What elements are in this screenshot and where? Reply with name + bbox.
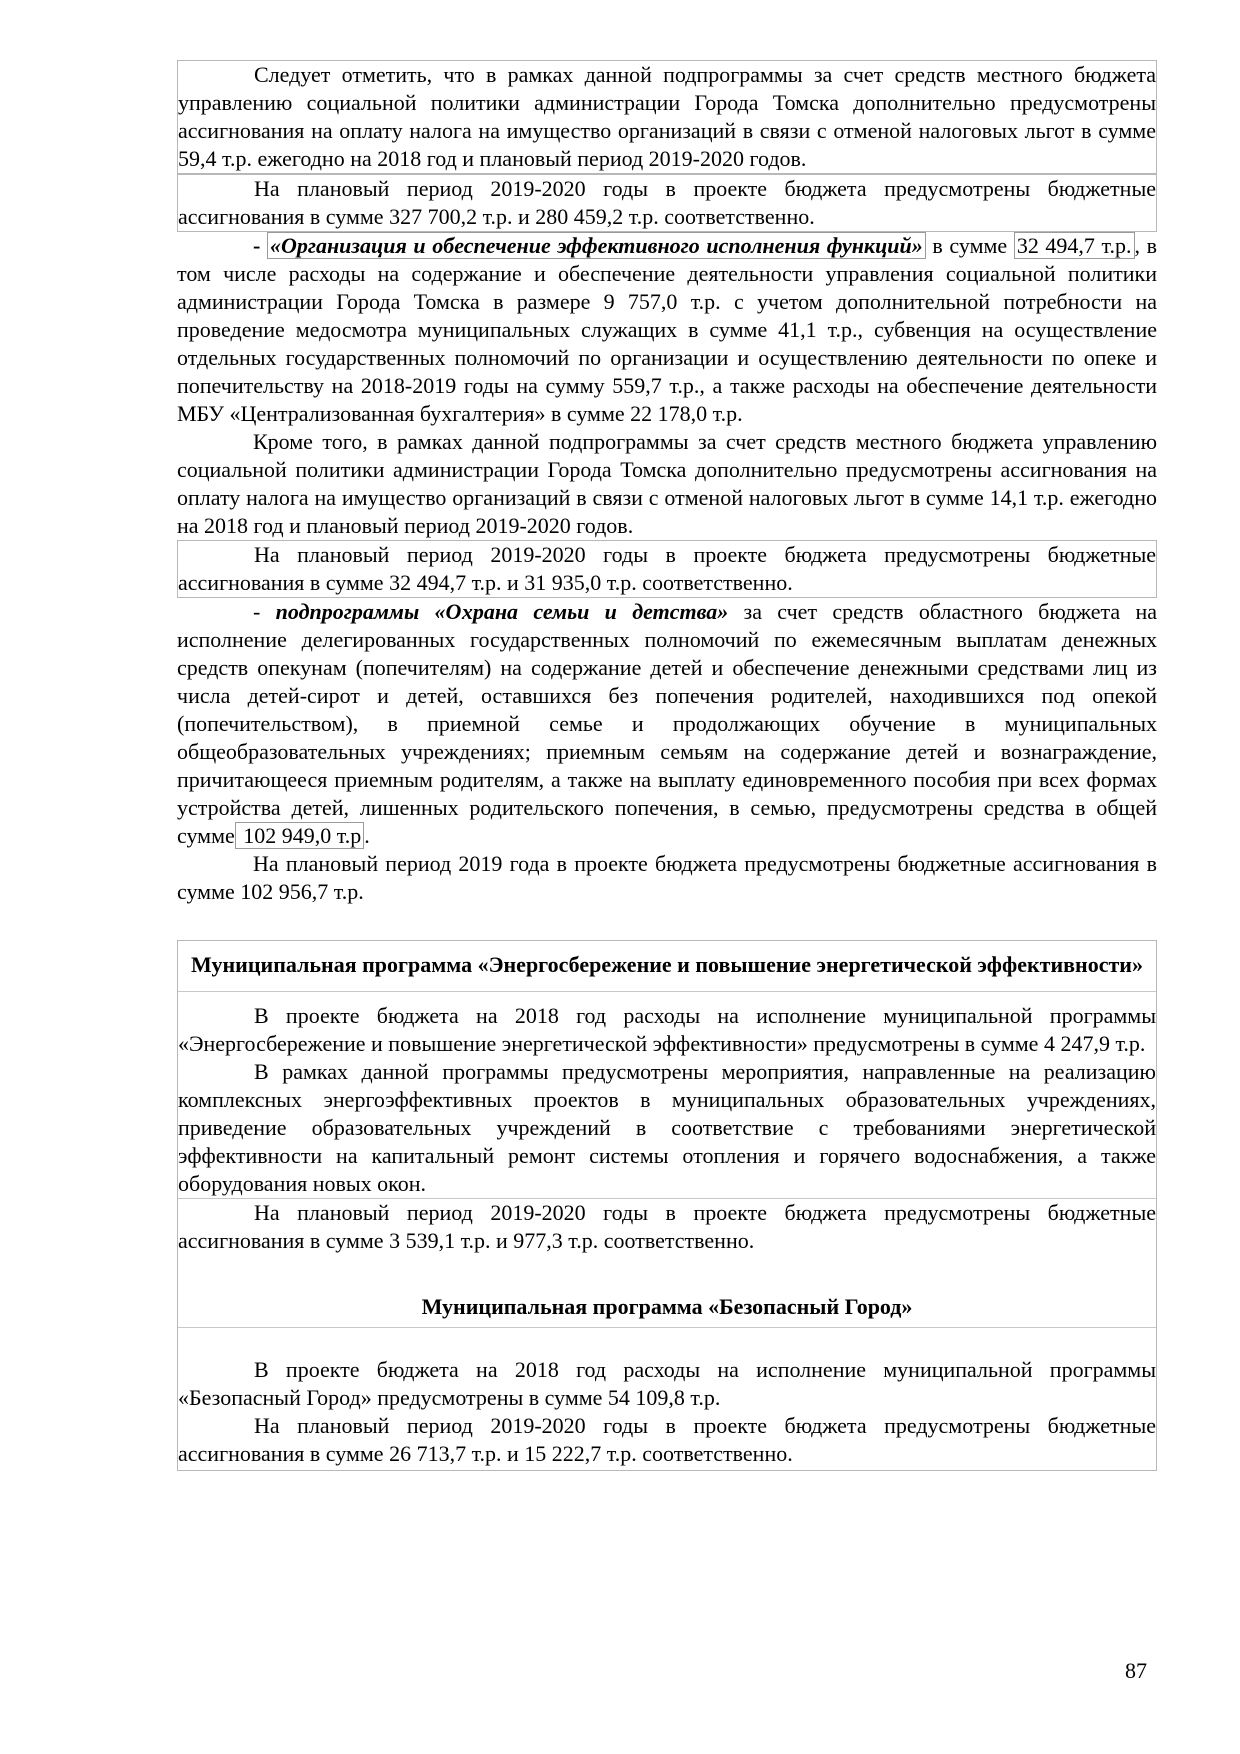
text-fragment: . xyxy=(364,823,370,848)
paragraph-property-tax-2: Кроме того, в рамках данной подпрограммы за счет средств местного бюджета управлению социальной политики администрации Города Томска дополнительно предусмотрены ассигнования на оплату налога на имущество организаций в связи с отменой налоговых льгот в сумме 14,1 т.р. ежегодно на 2018 год и плановый период 2019-2020 годов. xyxy=(177,429,1157,538)
section-energy-saving xyxy=(177,940,1157,1471)
page-number: 87 xyxy=(1125,1658,1147,1683)
text-fragment: в сумме xyxy=(925,233,1014,258)
bullet-dash: - xyxy=(253,599,276,624)
page-content xyxy=(177,60,1157,1471)
paragraph-safe-city-2: На плановый период 2019-2020 годы в проекте бюджета предусмотрены бюджетные ассигнования в сумме 26 713,7 т.р. и 15 222,7 т.р. соответственно. xyxy=(178,1413,1156,1466)
paragraph-safe-city-1: В проекте бюджета на 2018 год расходы на исполнение муниципальной программы «Безопасный Город» предусмотрены в сумме 54 109,8 т.р. xyxy=(178,1357,1156,1410)
paragraph-planned-period-3: На плановый период 2019 года в проекте бюджета предусмотрены бюджетные ассигнования в сумме 102 956,7 т.р. xyxy=(177,851,1157,904)
subprogram-title-family: подпрограммы «Охрана семьи и детства» xyxy=(275,599,729,624)
paragraph-property-tax-1: Следует отметить, что в рамках данной подпрограммы за счет средств местного бюджета управлению социальной политики администрации Города Томска дополнительно предусмотрены ассигнования на оплату налога на имущество организаций в связи с отменой налоговых льгот в сумме 59,4 т.р. ежегодно на 2018 год и плановый период 2019-2020 годов. xyxy=(177,60,1157,174)
paragraph-planned-period-2: На плановый период 2019-2020 годы в проекте бюджета предусмотрены бюджетные ассигнования в сумме 32 494,7 т.р. и 31 935,0 т.р. соответственно. xyxy=(177,540,1157,598)
amount-highlight: 32 494,7 т.р. xyxy=(1014,232,1135,259)
paragraph-energy-3: На плановый период 2019-2020 годы в проекте бюджета предусмотрены бюджетные ассигнования в сумме 3 539,1 т.р. и 977,3 т.р. соответственно. xyxy=(178,1200,1156,1253)
paragraph-planned-period-1: На плановый период 2019-2020 годы в проекте бюджета предусмотрены бюджетные ассигнования в сумме 327 700,2 т.р. и 280 459,2 т.р. соответственно. xyxy=(177,174,1157,232)
subprogram-title-functions: «Организация и обеспечение эффективного исполнения функций» xyxy=(267,232,926,259)
section-heading-energy: Муниципальная программа «Энергосбережение и повышение энергетической эффективности» xyxy=(191,952,1143,977)
paragraph-family-childhood xyxy=(177,598,1157,850)
paragraph-energy-2: В рамках данной программы предусмотрены мероприятия, направленные на реализацию комплексных энергоэффективных проектов в муниципальных образовательных учреждениях, приведение образовательных учреждений в соответствие с требованиями энергетической эффективности на капитальный ремонт системы отопления и горячего водоснабжения, а также оборудования новых окон. xyxy=(178,1059,1156,1196)
paragraph-organization-functions xyxy=(177,232,1157,428)
text-fragment: за счет средств областного бюджета на исполнение делегированных государственных полномочий по ежемесячным выплатам денежных средств опекунам (попечителям) на содержание детей и обеспечение денежными средствами лиц из числа детей-сирот и детей, оставшихся без попечения родителей, находившихся под опекой (попечительством), в приемной семье и продолжающих обучение в муниципальных общеобразовательных учреждениях; приемным семьям на содержание детей и вознаграждение, причитающееся приемным родителям, а также на выплату единовременного пособия при всех формах устройства детей, лишенных родительского попечения, в семью, предусмотрены средства в общей сумме xyxy=(177,599,1157,848)
amount-highlight: 102 949,0 т.р xyxy=(235,822,364,849)
bullet-dash: - xyxy=(253,233,267,258)
paragraph-energy-1: В проекте бюджета на 2018 год расходы на исполнение муниципальной программы «Энергосбережение и повышение энергетической эффективности» предусмотрены в сумме 4 247,9 т.р. xyxy=(178,1003,1156,1056)
section-heading-safe-city: Муниципальная программа «Безопасный Город» xyxy=(421,1294,913,1319)
text-fragment: , в том числе расходы на содержание и обеспечение деятельности управления социальной политики администрации Города Томска в размере 9 757,0 т.р. с учетом дополнительной потребности на проведение медосмотра муниципальных служащих в сумме 41,1 т.р., субвенция на осуществление отдельных государственных полномочий по организации и осуществлению деятельности по опеке и попечительству на 2018-2019 годы на сумму 559,7 т.р., а также расходы на обеспечение деятельности МБУ «Централизованная бухгалтерия» в сумме 22 178,0 т.р. xyxy=(177,233,1158,426)
